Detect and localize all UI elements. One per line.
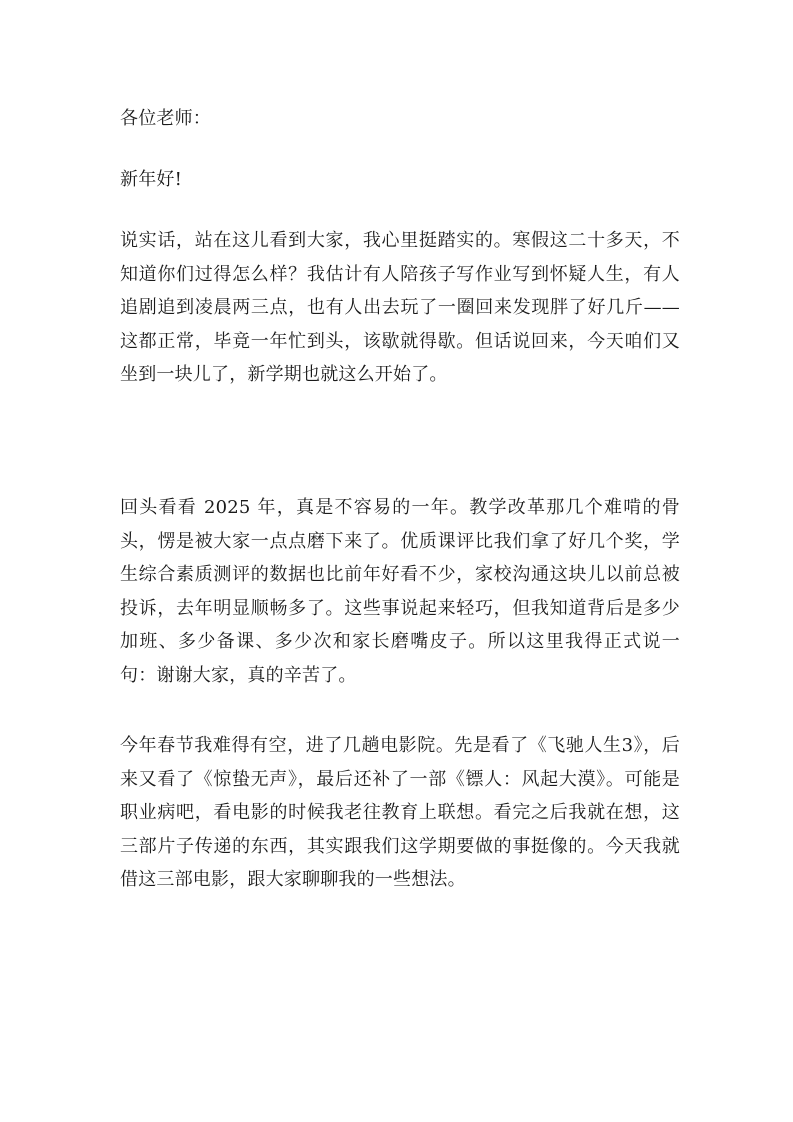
new-year-greeting: 新年好!	[120, 169, 183, 190]
greeting-line: 各位老师：	[120, 108, 211, 129]
paragraph-movies: 今年春节我难得有空，进了几趟电影院。先是看了《飞驰人生3》，后来又看了《惊蛰无声》，最后还补了一部《镖人：风起大漠》。可能是职业病吧，看电影的时候我老往教育上联想。看完之后我就在想，这三部片子传递的东西，其实跟我们这学期要做的事挺像的。今天我就借这三部电影，跟大家聊聊我的一些想法。	[120, 735, 680, 890]
paragraph-opening: 说实话，站在这儿看到大家，我心里挺踏实的。寒假这二十多天，不知道你们过得怎么样？我估计有人陪孩子写作业写到怀疑人生，有人追剧追到凌晨两三点，也有人出去玩了一圈回来发现胖了好几斤——这都正常，毕竟一年忙到头，该歇就得歇。但话说回来，今天咱们又坐到一块儿了，新学期也就这么开始了。	[120, 230, 680, 385]
paragraph-review-2025: 回头看看 2025 年，真是不容易的一年。教学改革那几个难啃的骨头，愣是被大家一点点磨下来了。优质课评比我们拿了好几个奖，学生综合素质测评的数据也比前年好看不少，家校沟通这块儿以前总被投诉，去年明显顺畅多了。这些事说起来轻巧，但我知道背后是多少加班、多少备课、多少次和家长磨嘴皮子。所以这里我得正式说一句：谢谢大家，真的辛苦了。	[120, 497, 680, 686]
